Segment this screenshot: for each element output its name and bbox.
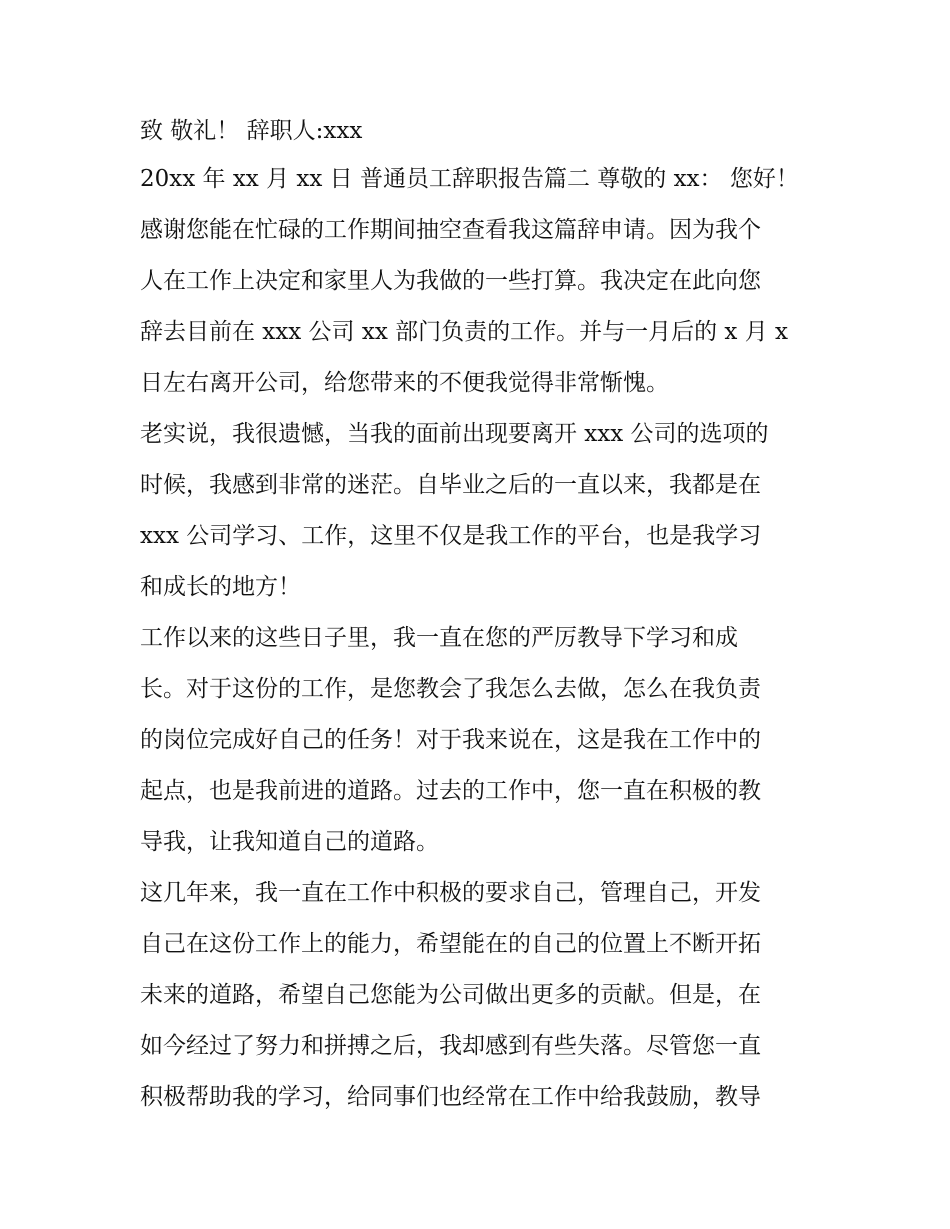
paragraph-line: xxx 公司学习、工作，这里不仅是我工作的平台，也是我学习: [140, 523, 762, 549]
paragraph-line: 起点，也是我前进的道路。过去的工作中，您一直在积极的教: [140, 778, 761, 804]
date-and-salutation-line: 20xx 年 xx 月 xx 日 普通员工辞职报告篇二 尊敬的 xx： 您好！: [140, 166, 799, 192]
paragraph-line: 和成长的地方！: [140, 574, 301, 600]
paragraph-line: 老实说，我很遗憾，当我的面前出现要离开 xxx 公司的选项的: [140, 421, 769, 447]
document-body: [140, 108, 820, 1123]
paragraph-line: 如今经过了努力和拼搏之后，我却感到有些失落。尽管您一直: [140, 1033, 761, 1059]
closing-line: 致 敬礼！ 辞职人:xxx: [140, 118, 363, 144]
paragraph-line: 导我，让我知道自己的道路。: [140, 829, 439, 855]
paragraph-line: 这几年来，我一直在工作中积极的要求自己，管理自己，开发: [140, 880, 761, 906]
paragraph-line: 未来的道路，希望自己您能为公司做出更多的贡献。但是，在: [140, 982, 761, 1008]
paragraph-line: 辞去目前在 xxx 公司 xx 部门负责的工作。并与一月后的 x 月 x: [140, 319, 788, 345]
paragraph-line: 积极帮助我的学习，给同事们也经常在工作中给我鼓励，教导: [140, 1084, 761, 1110]
paragraph-line: 感谢您能在忙碌的工作期间抽空查看我这篇辞申请。因为我个: [140, 217, 761, 243]
paragraph-line: 长。对于这份的工作，是您教会了我怎么去做，怎么在我负责: [140, 676, 761, 702]
paragraph-line: 时候，我感到非常的迷茫。自毕业之后的一直以来，我都是在: [140, 472, 761, 498]
paragraph-line: 人在工作上决定和家里人为我做的一些打算。我决定在此向您: [140, 268, 761, 294]
paragraph-line: 的岗位完成好自己的任务！对于我来说在，这是我在工作中的: [140, 727, 761, 753]
paragraph-line: 工作以来的这些日子里，我一直在您的严厉教导下学习和成: [140, 625, 738, 651]
paragraph-line: 自己在这份工作上的能力，希望能在的自己的位置上不断开拓: [140, 931, 761, 957]
paragraph-line: 日左右离开公司，给您带来的不便我觉得非常惭愧。: [140, 370, 669, 396]
